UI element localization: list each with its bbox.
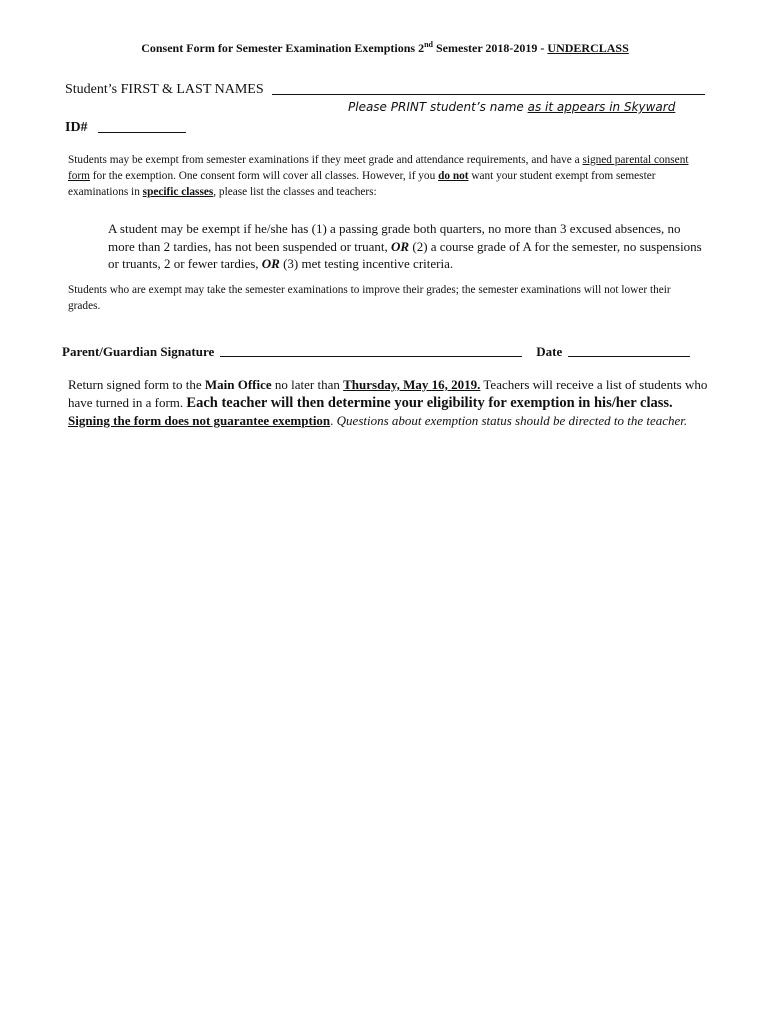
id-label: ID# [65,120,88,135]
return-questions-note: Questions about exemption status should be directed to the teacher. [336,413,688,428]
title-underclass: UNDERCLASS [547,41,629,55]
para1-text-1: Students may be exempt from semester examinations if they meet grade and attendance requirements, and have a [68,154,583,166]
print-name-note [348,100,675,114]
return-text-2: no later than [271,377,344,392]
id-row [65,120,186,136]
id-field[interactable] [98,120,186,133]
para1-specific-classes: specific classes [142,186,214,198]
para1-text-2: for the exemption. One consent form will cover all classes. However, if you [89,170,439,182]
criteria-text-3: (3) met testing incentive criteria. [279,256,454,271]
return-text-3: Teachers will receive a list of students who have turned in a form. [68,377,708,410]
criteria-or-1: OR [391,238,410,254]
return-deadline: Thursday, May 16, 2019. [343,377,481,392]
para1-do-not: do not [438,170,469,182]
title-prefix: Consent Form for Semester Examination Exemptions 2 [141,41,425,55]
print-note-skyward: as it appears in Skyward [527,100,676,114]
title-middle: Semester 2018-2019 - [433,41,548,55]
para1-text-3: want your student exempt from semester examinations in [68,170,656,198]
exemption-intro-paragraph [68,152,704,200]
para1-text-4: , please list the classes and teachers: [213,186,377,198]
return-instructions-paragraph [68,376,708,430]
date-label: Date [536,344,563,359]
signature-field[interactable] [220,344,522,357]
criteria-or-2: OR [261,256,280,271]
student-name-row [65,80,705,98]
criteria-text-1: A student may be exempt if he/she has (1) a passing grade both quarters, no more than 3 excused absences, no more than 2 tardies, has not been suspended or truant, [108,221,681,254]
student-name-label: Student’s FIRST & LAST NAMES [65,82,264,97]
return-text-5: . [330,413,337,428]
return-no-guarantee: Signing the form does not guarantee exemption [68,413,331,428]
exemption-criteria-paragraph [108,220,708,273]
para1-consent-form: signed parental consent form [68,154,689,182]
date-field[interactable] [568,344,690,357]
student-name-field[interactable] [272,80,705,95]
print-note-prefix: Please PRINT student’s name [348,100,528,114]
signature-label: Parent/Guardian Signature [62,344,215,359]
return-text-1: Return signed form to the [68,377,205,392]
title-superscript: nd [424,40,433,49]
return-main-office: Main Office [204,377,272,392]
form-title [0,40,770,56]
signature-row [62,344,704,360]
criteria-text-2: (2) a course grade of A for the semester, no suspensions or truants, 2 or fewer tardies, [108,238,702,271]
improve-grades-paragraph: Students who are exempt may take the semester examinations to improve their grades; the semester examinations will not lower their grades. [68,284,671,312]
return-eligibility-note: Each teacher will then determine your eligibility for exemption in his/her class. [186,395,673,411]
